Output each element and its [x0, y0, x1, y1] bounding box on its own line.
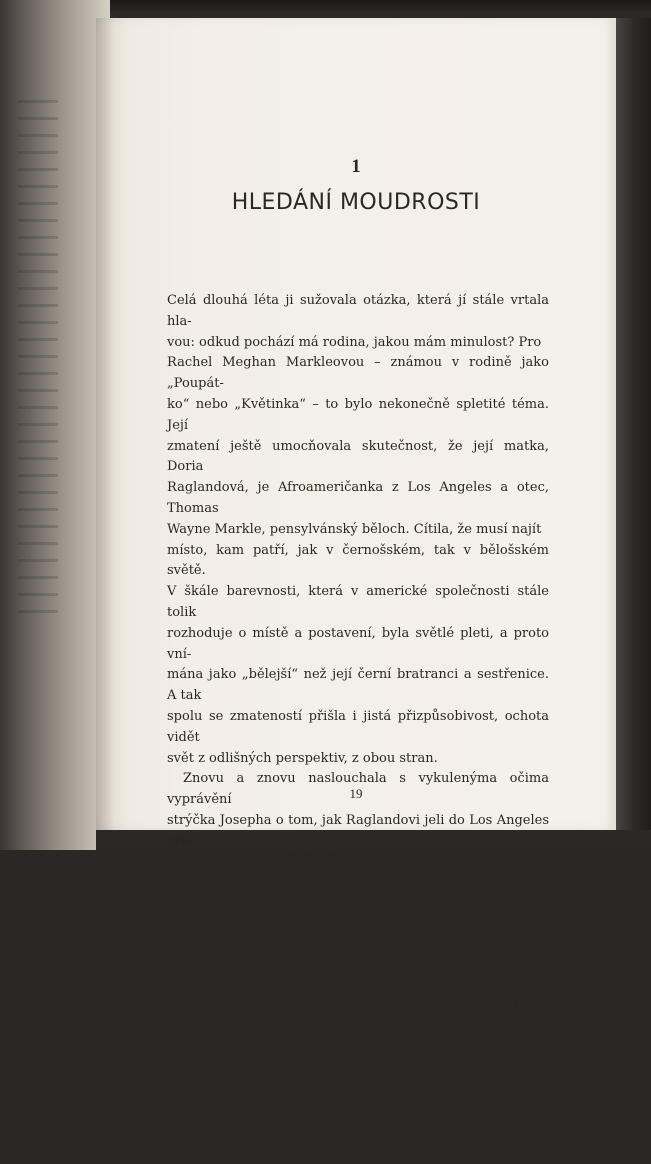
- previous-page-text-bleed: [18, 100, 58, 620]
- body-text: [167, 291, 549, 1164]
- paragraph-3: Ač je to možná rodinný folklór, protože silnice z Clevelan- du do Los Angeles rozhodně nevede poblíž Státu osamělé: [167, 1104, 549, 1161]
- paragraph-1: Celá dlouhá léta ji sužovala otázka, která jí stále vrtala hla- vou: odkud pochází má rodina, jakou mám minulost? Pro Rachel Meghan Markleovou – známou v rodině jako „Poupát- ko“ nebo „Květinka“ – to bylo nekonečně spletité téma. Její zmatení ještě umocňovala skutečnost, že její matka, Doria Raglandová, je Afroameričanka z Los Angeles a otec, Thomas Wayne Markle, pensylvánský běloch. Cítila, že musí najít místo, kam patří, jak v černošském, tak v bělošském světě. V škále barevnosti, která v americké společnosti stále tolik rozhoduje o místě a postavení, byla světlé pleti, a proto vní- mána jako „bělejší“ než její černí bratranci a sestřenice. A tak spolu se zmateností přišla i jistá přizpůsobivost, ochota vidět svět z odlišných perspektiv, z obou stran.: [167, 293, 549, 766]
- chapter-number: 1: [351, 156, 361, 177]
- previous-page-edge: [0, 0, 110, 850]
- page-number: 19: [349, 786, 363, 801]
- chapter-title: HLEDÁNÍ MOUDROSTI: [231, 190, 481, 215]
- right-page-edge: [616, 18, 651, 830]
- paragraph-2: Znovu a znovu naslouchala s vykulenýma očima vyprávění strýčka Josepha o tom, jak Raglandovi jeli do Los Angeles přes celou zemi ve vypůjčeném autě až z Clevelandu v Ohiu, když byla její matka Doria ještě miminko. Jejich dobrodružství nabralo ošklivý obrat, když vjeli do jednoho honáckého měs- tečka v Texasu, aby se schovali před sněhovou bouří. Sháněli pokoj na noc, ale záhy pochopili, že je v tomhle vidlákově nechtějí. Jakýsi chlápek ukázal ven do sněhu a zakřičel: „Dál- nice je támhletím směrem. Vypadněte. Tady nejste vítaní.“: [167, 771, 549, 1099]
- spine-crease: [96, 18, 114, 830]
